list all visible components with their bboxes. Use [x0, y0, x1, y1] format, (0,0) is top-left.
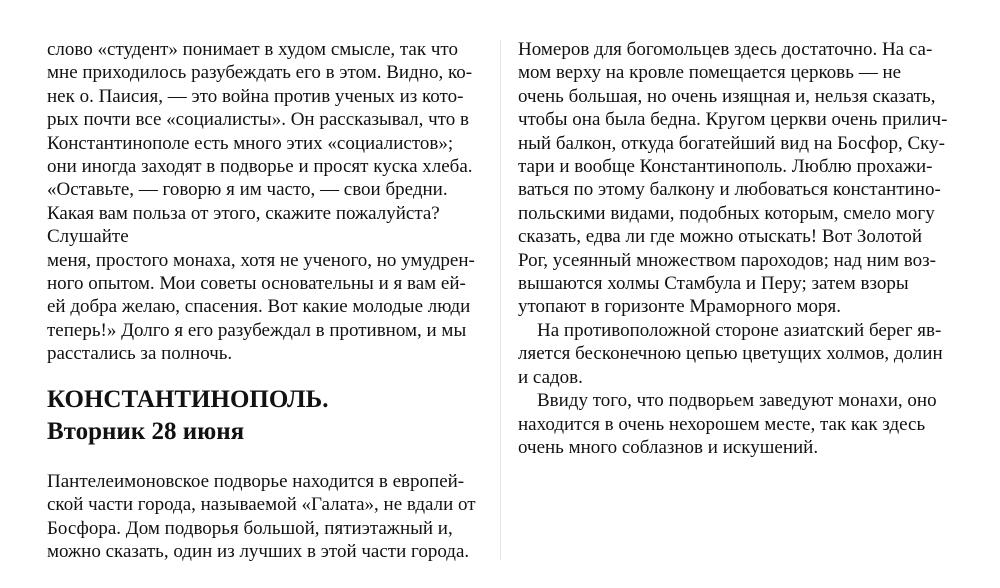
text-line: Рог, усеянный множеством пароходов; над ним воз- [518, 249, 936, 271]
left-paragraph-1 [47, 38, 487, 366]
right-column [518, 38, 958, 459]
text-line: очень много соблазнов и искушений. [518, 436, 819, 458]
text-line: слово «студент» понимает в худом смысле, так что [47, 39, 458, 60]
text-line: сказать, едва ли где можно отыскать! Вот Золотой [518, 226, 923, 248]
text-line: рых почти все «социалисты». Он рассказывал, что в [47, 109, 469, 131]
text-line: Ввиду того, что подворьем заведуют монахи, оно [537, 390, 937, 412]
right-paragraph-1 [518, 38, 958, 319]
text-line: теперь!» Долго я его разубеждал в противном, и мы [47, 319, 467, 341]
text-line: мне приходилось разубеждать его в этом. Видно, ко- [47, 62, 473, 84]
left-column [47, 38, 487, 563]
text-line: ляется бесконечною цепью цветущих холмов, долин [518, 343, 943, 365]
section-title: КОНСТАНТИНОПОЛЬ. [47, 385, 329, 413]
text-line: очень большая, но очень изящная и, нельзя сказать, [518, 85, 936, 107]
text-line: меня, простого монаха, хотя не ученого, но умудрен- [47, 249, 475, 271]
text-line: расстались за полночь. [47, 343, 233, 365]
right-paragraph-2 [518, 319, 958, 389]
text-line: тари и вообще Константинополь. Люблю прохажи- [518, 156, 933, 178]
left-paragraph-2 [47, 470, 487, 564]
text-line: можно сказать, один из лучших в этой части города. [47, 540, 470, 562]
text-line: они иногда заходят в подворье и просят куска хлеба. [47, 156, 473, 178]
text-line: утопают в горизонте Мраморного моря. [518, 296, 842, 318]
text-line: ного опытом. Мои советы основательны и я вам ей- [47, 273, 466, 295]
text-line: мом верху на кровле помещается церковь — не [518, 62, 902, 84]
text-line: ской части города, называемой «Галата», не вдали от [47, 494, 476, 516]
text-line: ный балкон, откуда богатейший вид на Босфор, Ску- [518, 132, 945, 154]
text-line: находится в очень нехорошем месте, так как здесь [518, 413, 926, 435]
text-line: «Оставьте, — говорю я им часто, — свои бредни. [47, 179, 448, 201]
text-line: нек о. Паисия, — это война против ученых из кото- [47, 85, 464, 107]
text-line: вышаются холмы Стамбула и Перу; затем взоры [518, 273, 909, 295]
text-line: польскими видами, подобных которым, смело могу [518, 202, 935, 224]
text-line: Пантелеимоновское подворье находится в европей- [47, 470, 465, 492]
text-line: Какая вам польза от этого, скажите пожалуйста? [47, 202, 440, 224]
text-line: Слушайте [47, 226, 129, 248]
text-line: ваться по этому балкону и любоваться константино- [518, 179, 941, 201]
text-line: чтобы она была бедна. Кругом церкви очень прилич- [518, 109, 948, 131]
text-line: Номеров для богомольцев здесь достаточно. На са- [518, 39, 933, 60]
right-paragraph-3 [518, 389, 958, 459]
text-line: Босфора. Дом подворья большой, пятиэтажный и, [47, 517, 453, 539]
column-divider [500, 40, 501, 560]
text-line: и садов. [518, 366, 583, 388]
text-line: На противоположной стороне азиатский берег яв- [537, 319, 942, 341]
text-line: ей добра желаю, спасения. Вот какие молодые люди [47, 296, 471, 318]
section-subtitle: Вторник 28 июня [47, 417, 245, 445]
text-line: Константинополе есть много этих «социалистов»; [47, 132, 454, 154]
